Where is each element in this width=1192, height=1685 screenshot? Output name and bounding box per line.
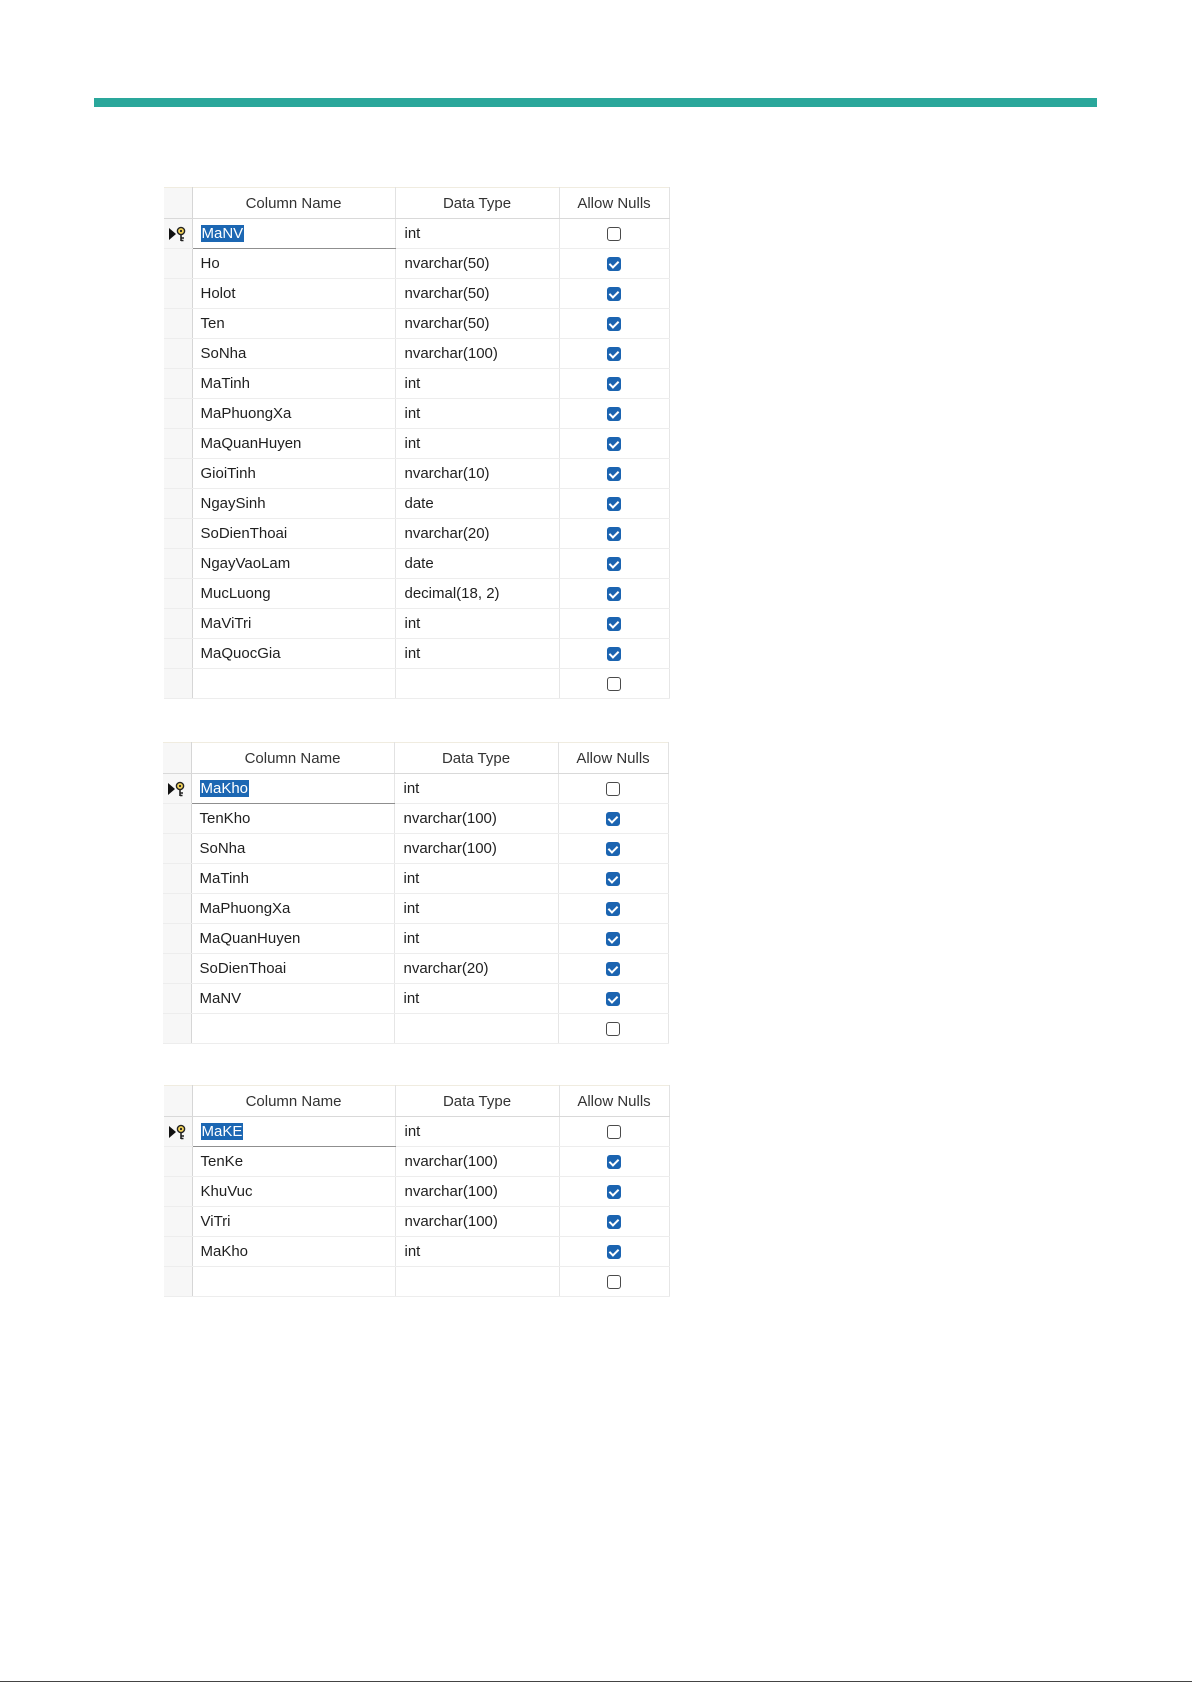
- primary-key-row[interactable]: [164, 219, 669, 249]
- data-type-text: int: [404, 435, 421, 452]
- row-selector[interactable]: [163, 954, 191, 984]
- row-selector[interactable]: [164, 549, 192, 579]
- allow-nulls-checkbox-unchecked[interactable]: [607, 1125, 621, 1139]
- row-selector[interactable]: [164, 249, 192, 279]
- column-name-cell[interactable]: [192, 399, 395, 429]
- new-column-row[interactable]: [163, 1014, 668, 1044]
- row-selector[interactable]: [164, 1207, 192, 1237]
- data-type-header: Data Type: [395, 1086, 559, 1117]
- column-name-text: KhuVuc: [200, 1183, 253, 1200]
- column-name-cell[interactable]: [191, 774, 394, 804]
- row-selector-header: [164, 1086, 192, 1117]
- column-row[interactable]: [163, 834, 668, 864]
- data-type-text: int: [403, 990, 420, 1007]
- footer-divider: [0, 1681, 1192, 1682]
- column-row[interactable]: [164, 579, 669, 609]
- allow-nulls-cell: [559, 369, 669, 399]
- row-selector[interactable]: [164, 1117, 192, 1147]
- column-name-text: Ho: [200, 255, 220, 272]
- column-name-cell[interactable]: [192, 1267, 395, 1297]
- column-row[interactable]: [164, 279, 669, 309]
- column-name-cell[interactable]: [192, 459, 395, 489]
- column-name-cell[interactable]: [192, 339, 395, 369]
- row-selector[interactable]: [164, 1267, 192, 1297]
- data-type-header: Data Type: [395, 188, 559, 219]
- allow-nulls-checkbox-checked[interactable]: [606, 932, 620, 946]
- column-row[interactable]: [164, 1177, 669, 1207]
- allow-nulls-cell: [559, 639, 669, 669]
- column-name-cell[interactable]: [191, 984, 394, 1014]
- data-type-cell[interactable]: [394, 954, 558, 984]
- data-type-text: int: [404, 375, 421, 392]
- data-type-cell[interactable]: [395, 1207, 559, 1237]
- allow-nulls-checkbox-checked[interactable]: [607, 317, 621, 331]
- column-row[interactable]: [163, 894, 668, 924]
- data-type-text: int: [404, 405, 421, 422]
- allow-nulls-checkbox-checked[interactable]: [607, 437, 621, 451]
- column-name-cell[interactable]: [191, 834, 394, 864]
- column-row[interactable]: [164, 369, 669, 399]
- data-type-cell[interactable]: [395, 609, 559, 639]
- column-name-header: Column Name: [192, 188, 395, 219]
- data-type-cell[interactable]: [394, 774, 558, 804]
- column-name-cell[interactable]: [192, 1117, 395, 1147]
- row-selector[interactable]: [164, 309, 192, 339]
- column-name-cell[interactable]: [192, 1147, 395, 1177]
- allow-nulls-checkbox-checked[interactable]: [606, 962, 620, 976]
- column-name-header: Column Name: [191, 743, 394, 774]
- allow-nulls-checkbox-checked[interactable]: [606, 992, 620, 1006]
- data-type-cell[interactable]: [395, 579, 559, 609]
- column-row[interactable]: [164, 549, 669, 579]
- allow-nulls-checkbox-checked[interactable]: [607, 1185, 621, 1199]
- column-name-text: ViTri: [200, 1213, 231, 1230]
- data-type-cell[interactable]: [395, 489, 559, 519]
- column-row[interactable]: [164, 519, 669, 549]
- allow-nulls-cell: [559, 519, 669, 549]
- row-selector[interactable]: [164, 459, 192, 489]
- data-type-cell[interactable]: [395, 1117, 559, 1147]
- allow-nulls-checkbox-checked[interactable]: [607, 1155, 621, 1169]
- allow-nulls-cell: [559, 249, 669, 279]
- allow-nulls-cell: [559, 609, 669, 639]
- row-selector[interactable]: [164, 519, 192, 549]
- primary-key-icon: [167, 781, 187, 797]
- allow-nulls-cell: [559, 549, 669, 579]
- column-name-cell[interactable]: [191, 1014, 394, 1044]
- row-selector-header: [164, 188, 192, 219]
- column-row[interactable]: [164, 459, 669, 489]
- row-selector[interactable]: [164, 669, 192, 699]
- column-row[interactable]: [164, 399, 669, 429]
- data-type-cell[interactable]: [395, 429, 559, 459]
- allow-nulls-cell: [559, 1237, 669, 1267]
- allow-nulls-checkbox-checked[interactable]: [606, 812, 620, 826]
- grid-header-row: [164, 1086, 669, 1117]
- grid-header-row: [164, 188, 669, 219]
- column-name-text: TenKe: [200, 1153, 244, 1170]
- column-name-cell[interactable]: [191, 954, 394, 984]
- data-type-text: nvarchar(50): [404, 285, 490, 302]
- allow-nulls-cell: [559, 1267, 669, 1297]
- data-type-text: nvarchar(100): [404, 345, 498, 362]
- row-selector[interactable]: [164, 639, 192, 669]
- allow-nulls-cell: [559, 1177, 669, 1207]
- row-selector[interactable]: [164, 219, 192, 249]
- data-type-cell[interactable]: [395, 459, 559, 489]
- data-type-text: nvarchar(20): [404, 525, 490, 542]
- row-selector[interactable]: [164, 369, 192, 399]
- column-name-text: Ten: [200, 315, 225, 332]
- column-name-cell[interactable]: [191, 804, 394, 834]
- data-type-cell[interactable]: [394, 804, 558, 834]
- column-grid-2: [163, 742, 669, 1044]
- column-name-text: MaViTri: [200, 615, 252, 632]
- column-name-text: SoNha: [200, 345, 247, 362]
- column-row[interactable]: [163, 984, 668, 1014]
- column-name-cell[interactable]: [192, 669, 395, 699]
- data-type-cell[interactable]: [395, 279, 559, 309]
- allow-nulls-cell: [559, 339, 669, 369]
- allow-nulls-checkbox-checked[interactable]: [607, 287, 621, 301]
- column-name-cell[interactable]: [192, 369, 395, 399]
- allow-nulls-cell: [559, 489, 669, 519]
- allow-nulls-checkbox-checked[interactable]: [607, 467, 621, 481]
- row-selector[interactable]: [163, 804, 191, 834]
- allow-nulls-checkbox-checked[interactable]: [607, 497, 621, 511]
- column-row[interactable]: [164, 1237, 669, 1267]
- column-name-text: MucLuong: [200, 585, 271, 602]
- allow-nulls-checkbox-checked[interactable]: [607, 557, 621, 571]
- column-name-cell[interactable]: [192, 579, 395, 609]
- row-selector[interactable]: [163, 774, 191, 804]
- data-type-cell[interactable]: [394, 1014, 558, 1044]
- data-type-cell[interactable]: [395, 1237, 559, 1267]
- allow-nulls-cell: [558, 924, 668, 954]
- data-type-text: int: [403, 930, 420, 947]
- row-selector[interactable]: [163, 924, 191, 954]
- allow-nulls-checkbox-checked[interactable]: [607, 407, 621, 421]
- data-type-cell[interactable]: [395, 219, 559, 249]
- data-type-cell[interactable]: [394, 864, 558, 894]
- primary-key-icon: [168, 1124, 188, 1140]
- row-selector[interactable]: [164, 579, 192, 609]
- data-type-text: date: [404, 495, 434, 512]
- allow-nulls-cell: [559, 579, 669, 609]
- data-type-cell[interactable]: [394, 984, 558, 1014]
- data-type-text: int: [404, 1243, 421, 1260]
- column-name-cell[interactable]: [192, 1207, 395, 1237]
- row-selector[interactable]: [164, 609, 192, 639]
- column-name-text: GioiTinh: [200, 465, 256, 482]
- column-name-cell[interactable]: [192, 429, 395, 459]
- allow-nulls-cell: [559, 1147, 669, 1177]
- allow-nulls-cell: [559, 309, 669, 339]
- allow-nulls-checkbox-checked[interactable]: [607, 617, 621, 631]
- column-row[interactable]: [164, 489, 669, 519]
- allow-nulls-checkbox-unchecked[interactable]: [606, 782, 620, 796]
- primary-key-icon: [168, 226, 188, 242]
- allow-nulls-checkbox-checked[interactable]: [606, 872, 620, 886]
- data-type-cell[interactable]: [395, 519, 559, 549]
- allow-nulls-cell: [559, 399, 669, 429]
- allow-nulls-cell: [558, 1014, 668, 1044]
- row-selector-header: [163, 743, 191, 774]
- column-row[interactable]: [164, 639, 669, 669]
- allow-nulls-checkbox-unchecked[interactable]: [607, 677, 621, 691]
- row-selector[interactable]: [164, 399, 192, 429]
- allow-nulls-cell: [559, 1117, 669, 1147]
- column-row[interactable]: [163, 804, 668, 834]
- column-name-text: MaQuocGia: [200, 645, 281, 662]
- grid-body: [163, 774, 668, 1044]
- column-name-cell[interactable]: [192, 249, 395, 279]
- column-name-text: MaTinh: [199, 870, 249, 887]
- data-type-text: nvarchar(10): [404, 465, 490, 482]
- data-type-cell[interactable]: [395, 1267, 559, 1297]
- column-name-text: MaQuanHuyen: [199, 930, 301, 947]
- primary-key-row[interactable]: [163, 774, 668, 804]
- column-grid-1: [164, 187, 670, 699]
- column-name-text: NgayVaoLam: [200, 555, 291, 572]
- data-type-text: int: [403, 870, 420, 887]
- allow-nulls-cell: [559, 669, 669, 699]
- row-selector[interactable]: [163, 984, 191, 1014]
- data-type-text: int: [404, 225, 421, 242]
- allow-nulls-checkbox-checked[interactable]: [606, 902, 620, 916]
- grid-body: [164, 1117, 669, 1297]
- allow-nulls-cell: [558, 834, 668, 864]
- column-name-text: MaQuanHuyen: [200, 435, 302, 452]
- data-type-cell[interactable]: [395, 549, 559, 579]
- column-name-text: MaKho: [200, 780, 249, 797]
- data-type-text: nvarchar(100): [404, 1153, 498, 1170]
- column-row[interactable]: [163, 864, 668, 894]
- row-selector[interactable]: [163, 1014, 191, 1044]
- allow-nulls-checkbox-checked[interactable]: [607, 377, 621, 391]
- allow-nulls-cell: [558, 774, 668, 804]
- column-name-cell[interactable]: [192, 639, 395, 669]
- column-name-text: MaKho: [200, 1243, 249, 1260]
- row-selector[interactable]: [164, 429, 192, 459]
- row-selector[interactable]: [163, 834, 191, 864]
- allow-nulls-header: Allow Nulls: [559, 1086, 669, 1117]
- column-name-text: MaNV: [201, 225, 244, 242]
- data-type-cell[interactable]: [394, 894, 558, 924]
- column-name-cell[interactable]: [192, 309, 395, 339]
- column-name-text: NgaySinh: [200, 495, 266, 512]
- row-selector[interactable]: [163, 864, 191, 894]
- data-type-cell[interactable]: [395, 369, 559, 399]
- allow-nulls-checkbox-checked[interactable]: [607, 647, 621, 661]
- new-column-row[interactable]: [164, 669, 669, 699]
- column-row[interactable]: [163, 924, 668, 954]
- header-divider: [94, 98, 1097, 107]
- allow-nulls-cell: [558, 984, 668, 1014]
- data-type-cell[interactable]: [395, 1177, 559, 1207]
- data-type-text: int: [403, 780, 420, 797]
- column-name-text: SoNha: [199, 840, 246, 857]
- data-type-cell[interactable]: [395, 639, 559, 669]
- row-selector[interactable]: [164, 1237, 192, 1267]
- data-type-text: nvarchar(100): [404, 1213, 498, 1230]
- row-selector[interactable]: [164, 489, 192, 519]
- column-name-cell[interactable]: [192, 549, 395, 579]
- allow-nulls-checkbox-checked[interactable]: [607, 587, 621, 601]
- column-name-cell[interactable]: [192, 519, 395, 549]
- allow-nulls-cell: [559, 219, 669, 249]
- column-name-text: TenKho: [199, 810, 251, 827]
- column-name-cell[interactable]: [191, 864, 394, 894]
- column-row[interactable]: [164, 1147, 669, 1177]
- column-name-text: MaTinh: [200, 375, 250, 392]
- row-selector[interactable]: [163, 894, 191, 924]
- column-name-text: MaKE: [201, 1123, 243, 1140]
- column-name-cell[interactable]: [192, 609, 395, 639]
- column-name-cell[interactable]: [192, 279, 395, 309]
- data-type-cell[interactable]: [395, 669, 559, 699]
- row-selector[interactable]: [164, 279, 192, 309]
- data-type-cell[interactable]: [395, 309, 559, 339]
- column-name-text: SoDienThoai: [199, 960, 287, 977]
- data-type-text: nvarchar(50): [404, 255, 490, 272]
- data-type-text: int: [404, 615, 421, 632]
- column-row[interactable]: [164, 1207, 669, 1237]
- allow-nulls-cell: [558, 804, 668, 834]
- grid-header-row: [163, 743, 668, 774]
- data-type-header: Data Type: [394, 743, 558, 774]
- column-name-cell[interactable]: [191, 924, 394, 954]
- data-type-cell[interactable]: [394, 924, 558, 954]
- column-name-text: SoDienThoai: [200, 525, 288, 542]
- data-type-cell[interactable]: [395, 249, 559, 279]
- row-selector[interactable]: [164, 1177, 192, 1207]
- allow-nulls-cell: [558, 954, 668, 984]
- allow-nulls-header: Allow Nulls: [559, 188, 669, 219]
- column-row[interactable]: [164, 339, 669, 369]
- data-type-text: date: [404, 555, 434, 572]
- allow-nulls-cell: [559, 459, 669, 489]
- allow-nulls-checkbox-checked[interactable]: [607, 527, 621, 541]
- data-type-cell[interactable]: [395, 1147, 559, 1177]
- allow-nulls-cell: [558, 894, 668, 924]
- column-grid-3: [164, 1085, 670, 1297]
- column-row[interactable]: [164, 429, 669, 459]
- column-name-cell[interactable]: [192, 1237, 395, 1267]
- column-name-cell[interactable]: [192, 489, 395, 519]
- allow-nulls-checkbox-checked[interactable]: [607, 1215, 621, 1229]
- row-selector[interactable]: [164, 339, 192, 369]
- grid-body: [164, 219, 669, 699]
- column-name-text: MaPhuongXa: [199, 900, 291, 917]
- allow-nulls-checkbox-checked[interactable]: [607, 1245, 621, 1259]
- row-selector[interactable]: [164, 1147, 192, 1177]
- allow-nulls-cell: [559, 429, 669, 459]
- data-type-text: nvarchar(100): [404, 1183, 498, 1200]
- allow-nulls-checkbox-checked[interactable]: [607, 257, 621, 271]
- data-type-text: nvarchar(100): [403, 810, 497, 827]
- allow-nulls-cell: [559, 1207, 669, 1237]
- data-type-text: nvarchar(50): [404, 315, 490, 332]
- allow-nulls-cell: [558, 864, 668, 894]
- column-name-header: Column Name: [192, 1086, 395, 1117]
- allow-nulls-checkbox-unchecked[interactable]: [606, 1022, 620, 1036]
- column-row[interactable]: [164, 249, 669, 279]
- column-row[interactable]: [163, 954, 668, 984]
- allow-nulls-checkbox-unchecked[interactable]: [607, 227, 621, 241]
- data-type-text: int: [403, 900, 420, 917]
- new-column-row[interactable]: [164, 1267, 669, 1297]
- primary-key-row[interactable]: [164, 1117, 669, 1147]
- data-type-text: int: [404, 1123, 421, 1140]
- column-name-cell[interactable]: [192, 219, 395, 249]
- allow-nulls-checkbox-unchecked[interactable]: [607, 1275, 621, 1289]
- allow-nulls-cell: [559, 279, 669, 309]
- column-name-text: Holot: [200, 285, 236, 302]
- allow-nulls-header: Allow Nulls: [558, 743, 668, 774]
- data-type-text: int: [404, 645, 421, 662]
- data-type-text: nvarchar(20): [403, 960, 489, 977]
- column-row[interactable]: [164, 309, 669, 339]
- column-name-text: MaNV: [199, 990, 242, 1007]
- data-type-text: decimal(18, 2): [404, 585, 500, 602]
- allow-nulls-checkbox-checked[interactable]: [607, 347, 621, 361]
- column-name-cell[interactable]: [192, 1177, 395, 1207]
- data-type-cell[interactable]: [395, 339, 559, 369]
- data-type-cell[interactable]: [394, 834, 558, 864]
- column-name-text: MaPhuongXa: [200, 405, 292, 422]
- data-type-text: nvarchar(100): [403, 840, 497, 857]
- column-row[interactable]: [164, 609, 669, 639]
- data-type-cell[interactable]: [395, 399, 559, 429]
- allow-nulls-checkbox-checked[interactable]: [606, 842, 620, 856]
- column-name-cell[interactable]: [191, 894, 394, 924]
